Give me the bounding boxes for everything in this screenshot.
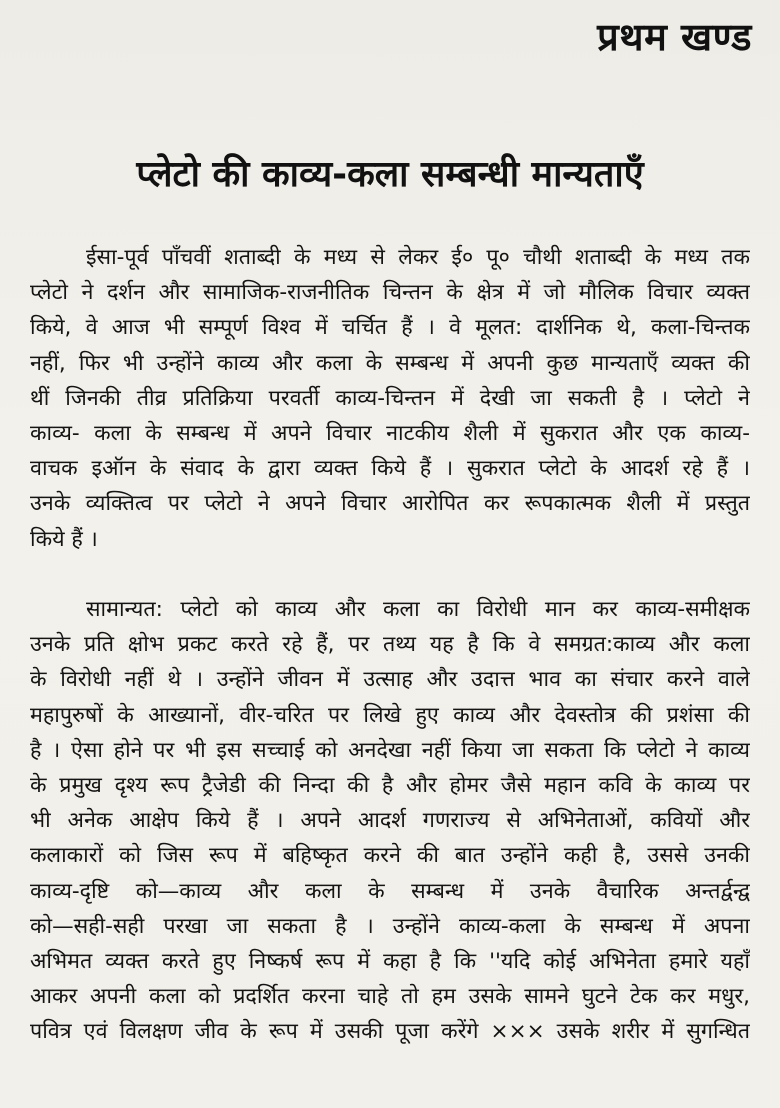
paragraph-1 bbox=[30, 240, 750, 557]
text-line: आकर अपनी कला को प्रदर्शित करना चाहे तो हम उसके सामने घुटने टेक कर मधुर, bbox=[30, 984, 750, 1010]
chapter-title: प्लेटो की काव्य-कला सम्बन्धी मान्यताएँ bbox=[136, 154, 644, 195]
text-line: अभिमत व्यक्त करते हुए निष्कर्ष रूप में कहा है कि ''यदि कोई अभिनेता हमारे यहाँ bbox=[30, 948, 750, 974]
text-line: नहीं, फिर भी उन्होंने काव्य और कला के सम्बन्ध में अपनी कुछ मान्यताएँ व्यक्त की bbox=[30, 350, 750, 376]
text-line: काव्य-दृष्टि को—काव्य और कला के सम्बन्ध में उनके वैचारिक अन्तर्द्वन्द्व bbox=[30, 878, 750, 904]
section-label: प्रथम खण्ड bbox=[597, 15, 752, 59]
text-line: सामान्यत: प्लेटो को काव्य और कला का विरोधी मान कर काव्य-समीक्षक bbox=[86, 597, 750, 622]
text-line: है । ऐसा होने पर भी इस सच्चाई को अनदेखा नहीं किया जा सकता कि प्लेटो ने काव्य bbox=[30, 737, 750, 763]
text-line: भी अनेक आक्षेप किये हैं । अपने आदर्श गणराज्य से अभिनेताओं, कवियों और bbox=[30, 808, 750, 834]
text-line: पवित्र एवं विलक्षण जीव के रूप में उसकी पूजा करेंगे ××× उसके शरीर में सुगन्धित bbox=[30, 1019, 750, 1045]
text-line: उनके प्रति क्षोभ प्रकट करते रहे हैं, पर तथ्य यह है कि वे समग्रत:काव्य और कला bbox=[30, 632, 750, 658]
text-line: किये हैं । bbox=[30, 526, 98, 552]
text-line: प्लेटो ने दर्शन और सामाजिक-राजनीतिक चिन्तन के क्षेत्र में जो मौलिक विचार व्यक्त bbox=[30, 280, 750, 306]
paragraph-2 bbox=[30, 592, 750, 1049]
text-line: काव्य- कला के सम्बन्ध में अपने विचार नाटकीय शैली में सुकरात और एक काव्य- bbox=[30, 420, 750, 446]
text-line: के प्रमुख दृश्य रूप ट्रैजेडी की निन्दा की है और होमर जैसे महान कवि के काव्य पर bbox=[30, 772, 750, 798]
text-line: उनके व्यक्तित्व पर प्लेटो ने अपने विचार आरोपित कर रूपकात्मक शैली में प्रस्तुत bbox=[30, 491, 750, 517]
text-line: को—सही-सही परखा जा सकता है । उन्होंने काव्य-कला के सम्बन्ध में अपना bbox=[30, 913, 750, 939]
text-line: किये, वे आज भी सम्पूर्ण विश्व में चर्चित हैं । वे मूलत: दार्शनिक थे, कला-चिन्तक bbox=[30, 315, 750, 341]
text-line: ईसा-पूर्व पाँचवीं शताब्दी के मध्य से लेकर ई० पू० चौथी शताब्दी के मध्य तक bbox=[86, 245, 750, 270]
text-line: महापुरुषों के आख्यानों, वीर-चरित पर लिखे हुए काव्य और देवस्तोत्र की प्रशंसा की bbox=[30, 702, 750, 728]
text-line: वाचक इऑन के संवाद के द्वारा व्यक्त किये हैं । सुकरात प्लेटो के आदर्श रहे हैं । bbox=[30, 456, 750, 482]
text-line: कलाकारों को जिस रूप में बहिष्कृत करने की बात उन्होंने कही है, उससे उनकी bbox=[30, 843, 750, 869]
text-line: के विरोधी नहीं थे । उन्होंने जीवन में उत्साह और उदात्त भाव का संचार करने वाले bbox=[30, 667, 750, 693]
text-line: थीं जिनकी तीव्र प्रतिक्रिया परवर्ती काव्य-चिन्तन में देखी जा सकती है । प्लेटो ने bbox=[30, 385, 750, 411]
